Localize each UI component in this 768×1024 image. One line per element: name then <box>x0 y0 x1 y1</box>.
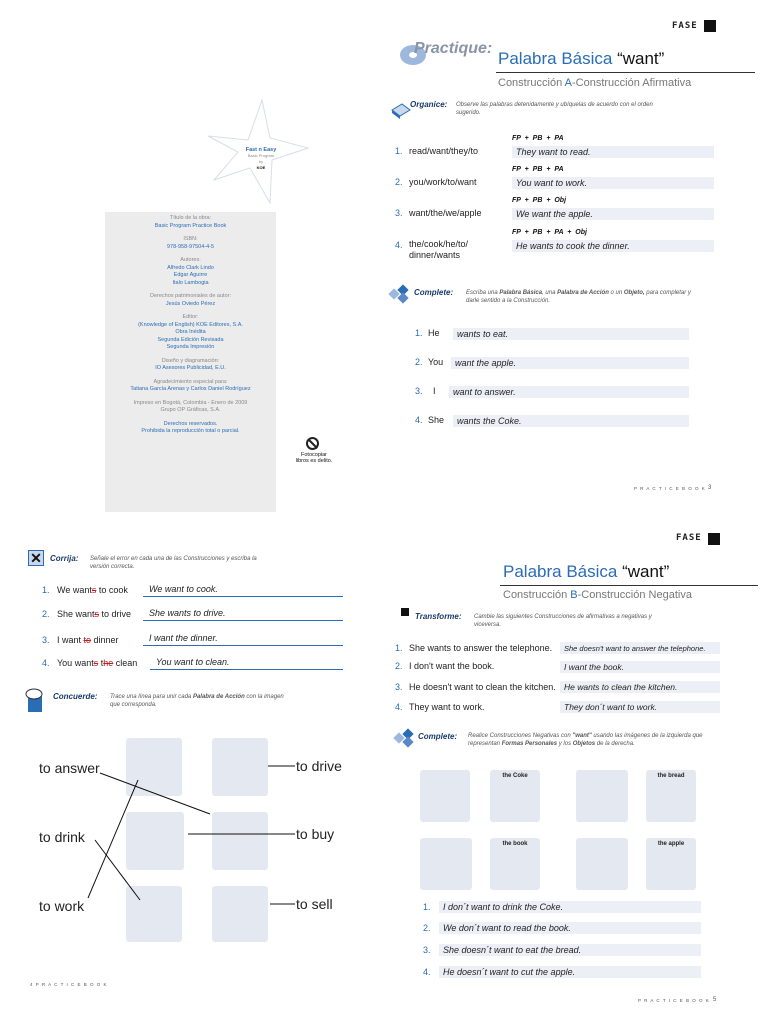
title-keyword: Palabra Básica <box>498 49 618 68</box>
title-quoted: “want” <box>622 562 670 581</box>
sentence: I don't want the book. <box>409 661 495 671</box>
sentence-part: to drive <box>99 609 132 619</box>
credits-printed-line: Impreso en Bogotá, Colombia - Enero de 2009 <box>133 399 248 406</box>
picture-bread <box>646 770 696 822</box>
credits-isbn: 978-958-97504-4-5 <box>166 243 215 250</box>
credits-rights-holder: Jesús Oviedo Pérez <box>165 300 216 307</box>
subtitle-letter: B <box>570 589 578 601</box>
instr-emph: Objetos <box>572 741 596 748</box>
concuerde-label: Concuerde: <box>53 692 98 701</box>
formula: FP + PB + PA + Obj <box>512 229 587 236</box>
instr-emph: Palabra de Acción <box>192 694 245 700</box>
instr-part: usando las imágenes de la izquierda que representan <box>468 733 703 748</box>
action-word-left: to work <box>39 898 85 914</box>
credits-rights-label: Derechos patrimoniales de autor: <box>149 293 231 299</box>
fase-tag: FASE <box>676 533 702 543</box>
picture-coke <box>490 770 540 822</box>
error-mark: s <box>93 658 99 668</box>
subtitle-letter: A <box>564 77 572 89</box>
fase-block <box>704 20 716 32</box>
page-number: 5 <box>713 997 717 1003</box>
credits-editor-line: (Knowledge of English) KOE Editores, S.A. <box>138 321 243 328</box>
instr-emph: Formas Personales <box>501 741 558 748</box>
sentence-part: t <box>98 658 104 668</box>
no-copy-text <box>290 452 338 464</box>
answer-field[interactable]: You want to work. <box>512 177 714 189</box>
page-footer: P R A C T I C E B O O K <box>638 998 710 1003</box>
corrija-icon: ✕ <box>28 550 44 566</box>
action-word-left: to drink <box>39 829 85 845</box>
item-number: 3. <box>395 682 403 692</box>
object-tag: the book <box>502 841 528 847</box>
organice-label: Organice: <box>410 100 448 109</box>
item-number: 2. <box>423 923 431 933</box>
no-copy-line: Fotocopiar <box>301 452 327 458</box>
sentence-part: clean <box>113 658 138 668</box>
item-number: 4. <box>415 415 423 425</box>
credits-printed-line: Grupo OP Gráficas, S.A. <box>160 407 221 413</box>
sentence-part: to cook <box>96 585 128 595</box>
transforme-instructions: Cambie las siguientes Construcciones de afirmativas a negativas y viceversa. <box>474 614 652 629</box>
error-mark: s <box>94 609 100 619</box>
concuerde-instructions <box>110 693 295 709</box>
credits-reserved-line: Prohibida la reproducción total o parcial. <box>141 428 240 434</box>
credits-design: IO Asesores Publicidad, E.U. <box>155 365 226 371</box>
answer-field[interactable]: They want to read. <box>512 146 714 158</box>
answer-field[interactable]: She doesn't want to answer the telephone. <box>560 642 720 654</box>
instr-emph: Objeto, <box>623 290 645 296</box>
scrambled-words: want/the/we/apple <box>409 208 482 218</box>
scrambled-words: the/cook/he/to/ dinner/wants <box>409 239 469 260</box>
fase-tag: FASE <box>672 21 698 31</box>
formula: FP + PB + Obj <box>512 197 567 204</box>
sentence: She wants to answer the telephone. <box>409 643 553 653</box>
subtitle-part: Construcción <box>498 77 565 89</box>
no-copy-icon <box>306 437 319 450</box>
credits-thanks-label: Agradecimiento especial para: <box>153 378 228 385</box>
correction-field[interactable]: You want to clean. <box>150 656 343 670</box>
complete-label: Complete: <box>414 288 454 297</box>
faulty-sentence <box>57 609 131 619</box>
item-number: 3. <box>42 635 50 645</box>
organice-instructions: Observe las palabras detenidamente y ubíquelas de acuerdo con el orden sugerido. <box>456 102 653 117</box>
logo-line1: Fast n Easy <box>245 147 277 153</box>
credits-title-label: Título de la obra: <box>169 215 212 221</box>
instr-part: de la derecha. <box>595 741 635 748</box>
complete-instructions <box>468 732 703 748</box>
item-number: 3. <box>395 208 403 218</box>
item-number: 4. <box>42 658 50 668</box>
credits-author: Alfredo Clark Lindo <box>167 264 214 271</box>
answer-field[interactable]: He doesn´t want to cut the apple. <box>439 966 701 978</box>
sentence: They want to work. <box>409 702 485 712</box>
instr-part: Trace una línea para unir cada <box>110 694 193 700</box>
answer-field[interactable]: wants the Coke. <box>453 415 689 427</box>
sentence-part: She want <box>57 609 95 619</box>
subject: He <box>428 328 440 338</box>
answer-field[interactable]: He wants to clean the kitchen. <box>560 681 720 693</box>
credits-thanks: Tatiana García Arenas y Carlos Daniel Rodríguez <box>130 386 251 392</box>
formula: FP + PB + PA <box>512 135 564 142</box>
page-number: 3 <box>708 485 712 491</box>
subject: She <box>428 415 445 425</box>
error-mark: to <box>83 635 92 645</box>
credits-authors-label: Autores: <box>180 257 201 263</box>
complete-instructions <box>466 289 696 305</box>
item-number: 3. <box>423 945 431 955</box>
subtitle-part: Construcción <box>503 589 571 601</box>
instr-emph: Palabra Básica <box>499 290 543 296</box>
item-number: 1. <box>395 643 403 653</box>
answer-field[interactable]: They don´t want to work. <box>560 701 720 713</box>
answer-field[interactable]: I want the book. <box>560 661 720 673</box>
sentence-part: You want <box>57 658 94 668</box>
credits-author: Edgar Aguirre <box>173 272 208 278</box>
action-word-right: to sell <box>296 896 333 912</box>
correction-field[interactable]: We want to cook. <box>143 583 343 597</box>
answer-field[interactable]: wants to eat. <box>453 328 689 340</box>
action-word-left: to answer <box>39 760 100 776</box>
error-mark: he <box>103 658 114 668</box>
page-footer: 4 P R A C T I C E B O O K <box>30 982 108 987</box>
complete-label: Complete: <box>418 732 458 741</box>
transforme-icon <box>401 608 409 616</box>
page3-title <box>498 49 664 69</box>
answer-field[interactable]: want the apple. <box>451 357 689 369</box>
credits-title: Basic Program Practice Book <box>154 222 227 229</box>
sentence-part: We want <box>57 585 92 595</box>
item-number: 1. <box>42 585 50 595</box>
credits-editor-label: Editor: <box>182 314 199 320</box>
credits-isbn-label: ISBN: <box>183 236 198 242</box>
no-copy-line: libros es delito. <box>295 458 333 464</box>
page5-title <box>503 562 669 582</box>
answer-field[interactable]: She doesn´t want to eat the bread. <box>439 944 701 956</box>
item-number: 4. <box>395 702 403 712</box>
scrambled-words: you/work/to/want <box>409 177 477 187</box>
picture-woman <box>576 770 628 822</box>
credits-editor-line: Obra Inédita <box>175 329 206 335</box>
action-word-right: to drive <box>296 758 342 774</box>
picture-man-standing <box>576 838 628 890</box>
item-number: 4. <box>423 967 431 977</box>
item-number: 2. <box>395 177 403 187</box>
instr-emph: "want" <box>572 733 592 739</box>
object-tag: the apple <box>657 841 685 847</box>
item-number: 1. <box>423 902 431 912</box>
credits-reserved-line: Derechos reservados. <box>163 420 218 427</box>
correction-field[interactable]: I want the dinner. <box>143 632 343 646</box>
practique-heading: Practique: <box>414 40 493 57</box>
instr-part: Escriba una <box>466 290 500 296</box>
instr-part: o un <box>608 290 624 296</box>
instr-part: con la imagen que corresponda. <box>110 694 284 709</box>
faulty-sentence <box>57 658 137 668</box>
picture-group <box>420 838 472 890</box>
formula: FP + PB + PA <box>512 166 564 173</box>
item-number: 2. <box>395 661 403 671</box>
subtitle-part: -Construcción Negativa <box>577 589 692 601</box>
logo-line3: by <box>258 159 264 164</box>
credits-author: Italo Lambogia <box>172 279 209 286</box>
faulty-sentence <box>57 585 128 595</box>
title-rule <box>500 585 758 586</box>
page-footer: P R A C T I C E B O O K <box>634 486 706 491</box>
action-word-right: to buy <box>296 826 335 842</box>
complete-icon <box>393 728 415 748</box>
picture-book <box>490 838 540 890</box>
page3-subtitle <box>498 77 691 89</box>
item-number: 3. <box>415 386 423 396</box>
item-number: 2. <box>42 609 50 619</box>
object-tag: the bread <box>657 773 685 779</box>
answer-field[interactable]: I don´t want to drink the Coke. <box>439 901 701 913</box>
item-number: 4. <box>395 240 403 250</box>
instr-part: y los <box>557 741 573 748</box>
correction-field[interactable]: She wants to drive. <box>143 607 343 621</box>
concuerde-icon <box>24 688 48 714</box>
subtitle-part: -Construcción Afirmativa <box>572 77 692 89</box>
title-quoted: “want” <box>617 49 665 68</box>
instr-emph: Palabra de Acción <box>557 290 609 296</box>
page5-subtitle <box>503 589 692 601</box>
title-keyword: Palabra Básica <box>503 562 623 581</box>
answer-field[interactable]: We want the apple. <box>512 208 714 220</box>
subject: I <box>433 386 436 396</box>
item-number: 2. <box>415 357 423 367</box>
instr-part: para completar y darle sentido a la Construcción. <box>466 290 691 305</box>
organice-icon <box>390 100 412 120</box>
sentence-part: dinner <box>91 635 119 645</box>
fase-block <box>708 533 720 545</box>
credits-editor-line: Segunda Impresión <box>166 344 215 350</box>
logo-text <box>236 147 286 171</box>
credits-editor-line: Segunda Edición Revisada <box>157 336 224 343</box>
faulty-sentence <box>57 635 119 645</box>
error-mark: s <box>91 585 97 595</box>
answer-field[interactable]: He wants to cook the dinner. <box>512 240 714 252</box>
answer-field[interactable]: We don´t want to read the book. <box>439 922 701 934</box>
sentence-part: I want <box>57 635 84 645</box>
complete-icon <box>388 284 410 304</box>
corrija-instructions: Señale el error en cada una de las Construcciones y escriba la versión correcta. <box>90 556 257 571</box>
scrambled-words: read/want/they/to <box>409 146 479 156</box>
transforme-label: Transforme: <box>415 612 462 621</box>
instr-part: , una <box>542 290 558 296</box>
item-number: 1. <box>395 146 403 156</box>
credits-box <box>105 212 276 512</box>
object-tag: the Coke <box>502 773 528 779</box>
corrija-label: Corrija: <box>50 554 79 563</box>
sentence: He doesn't want to clean the kitchen. <box>409 682 556 692</box>
answer-field[interactable]: want to answer. <box>449 386 689 398</box>
logo-line4: KOE <box>256 165 266 170</box>
picture-apple <box>646 838 696 890</box>
item-number: 1. <box>415 328 423 338</box>
subject: You <box>428 357 444 367</box>
logo-line2: Basic Program <box>247 153 275 158</box>
picture-man <box>420 770 470 822</box>
title-rule <box>496 72 755 73</box>
instr-part: Realice Construcciones Negativas con <box>468 733 573 739</box>
credits-design-label: Diseño y diagramación: <box>161 357 220 364</box>
